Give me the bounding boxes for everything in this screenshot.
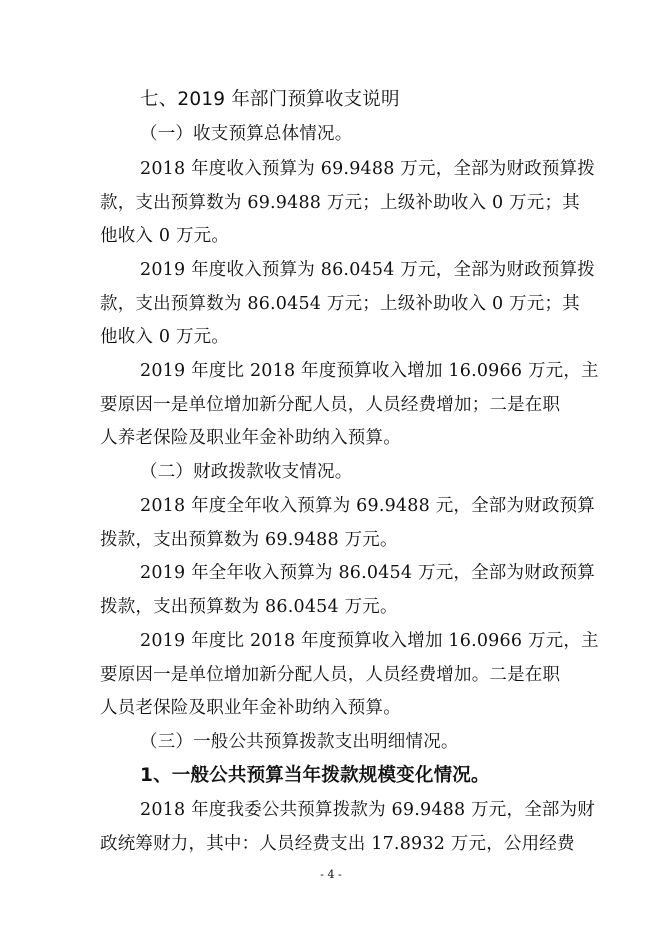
paragraph-line: 要原因一是单位增加新分配人员，人员经费增加。二是在职	[100, 665, 561, 685]
section-heading: 七、2019 年部门预算收支说明	[140, 89, 400, 110]
paragraph-line: 人员老保险及职业年金补助纳入预算。	[100, 698, 401, 718]
paragraph-line: 2019 年度收入预算为 86.0454 万元，全部为财政预算拨	[140, 260, 595, 280]
paragraph-line: 2019 年全年收入预算为 86.0454 万元，全部为财政预算	[140, 563, 595, 583]
paragraph-line: 2018 年度全年收入预算为 69.9488 元，全部为财政预算	[140, 496, 595, 516]
subsection-heading: （一）收支预算总体情况。	[140, 124, 353, 144]
paragraph-line: 他收入 0 万元。	[100, 226, 230, 246]
paragraph-line: 人养老保险及职业年金补助纳入预算。	[100, 428, 401, 448]
paragraph-line: 款，支出预算数为 69.9488 万元；上级补助收入 0 万元；其	[100, 193, 580, 213]
subsection-heading: （二）财政拨款收支情况。	[140, 462, 353, 482]
paragraph-line: 2018 年度收入预算为 69.9488 万元，全部为财政预算拨	[140, 159, 595, 179]
paragraph-line: 他收入 0 万元。	[100, 327, 230, 347]
subsection-heading: （三）一般公共预算拨款支出明细情况。	[140, 732, 459, 752]
paragraph-line: 2018 年度我委公共预算拨款为 69.9488 万元，全部为财	[140, 800, 595, 820]
paragraph-line: 要原因一是单位增加新分配人员，人员经费增加；二是在职	[100, 395, 561, 415]
paragraph-line: 拨款，支出预算数为 69.9488 万元。	[100, 530, 398, 550]
paragraph-line: 2019 年度比 2018 年度预算收入增加 16.0966 万元，主	[140, 361, 599, 381]
paragraph-line: 拨款，支出预算数为 86.0454 万元。	[100, 597, 398, 617]
paragraph-line: 2019 年度比 2018 年度预算收入增加 16.0966 万元，主	[140, 631, 599, 651]
paragraph-line: 款，支出预算数为 86.0454 万元；上级补助收入 0 万元；其	[100, 294, 580, 314]
item-heading: 1、一般公共预算当年拨款规模变化情况。	[140, 765, 490, 786]
paragraph-line: 政统筹财力，其中：人员经费支出 17.8932 万元，公用经费	[100, 834, 575, 854]
page-number: - 4 -	[320, 868, 342, 881]
